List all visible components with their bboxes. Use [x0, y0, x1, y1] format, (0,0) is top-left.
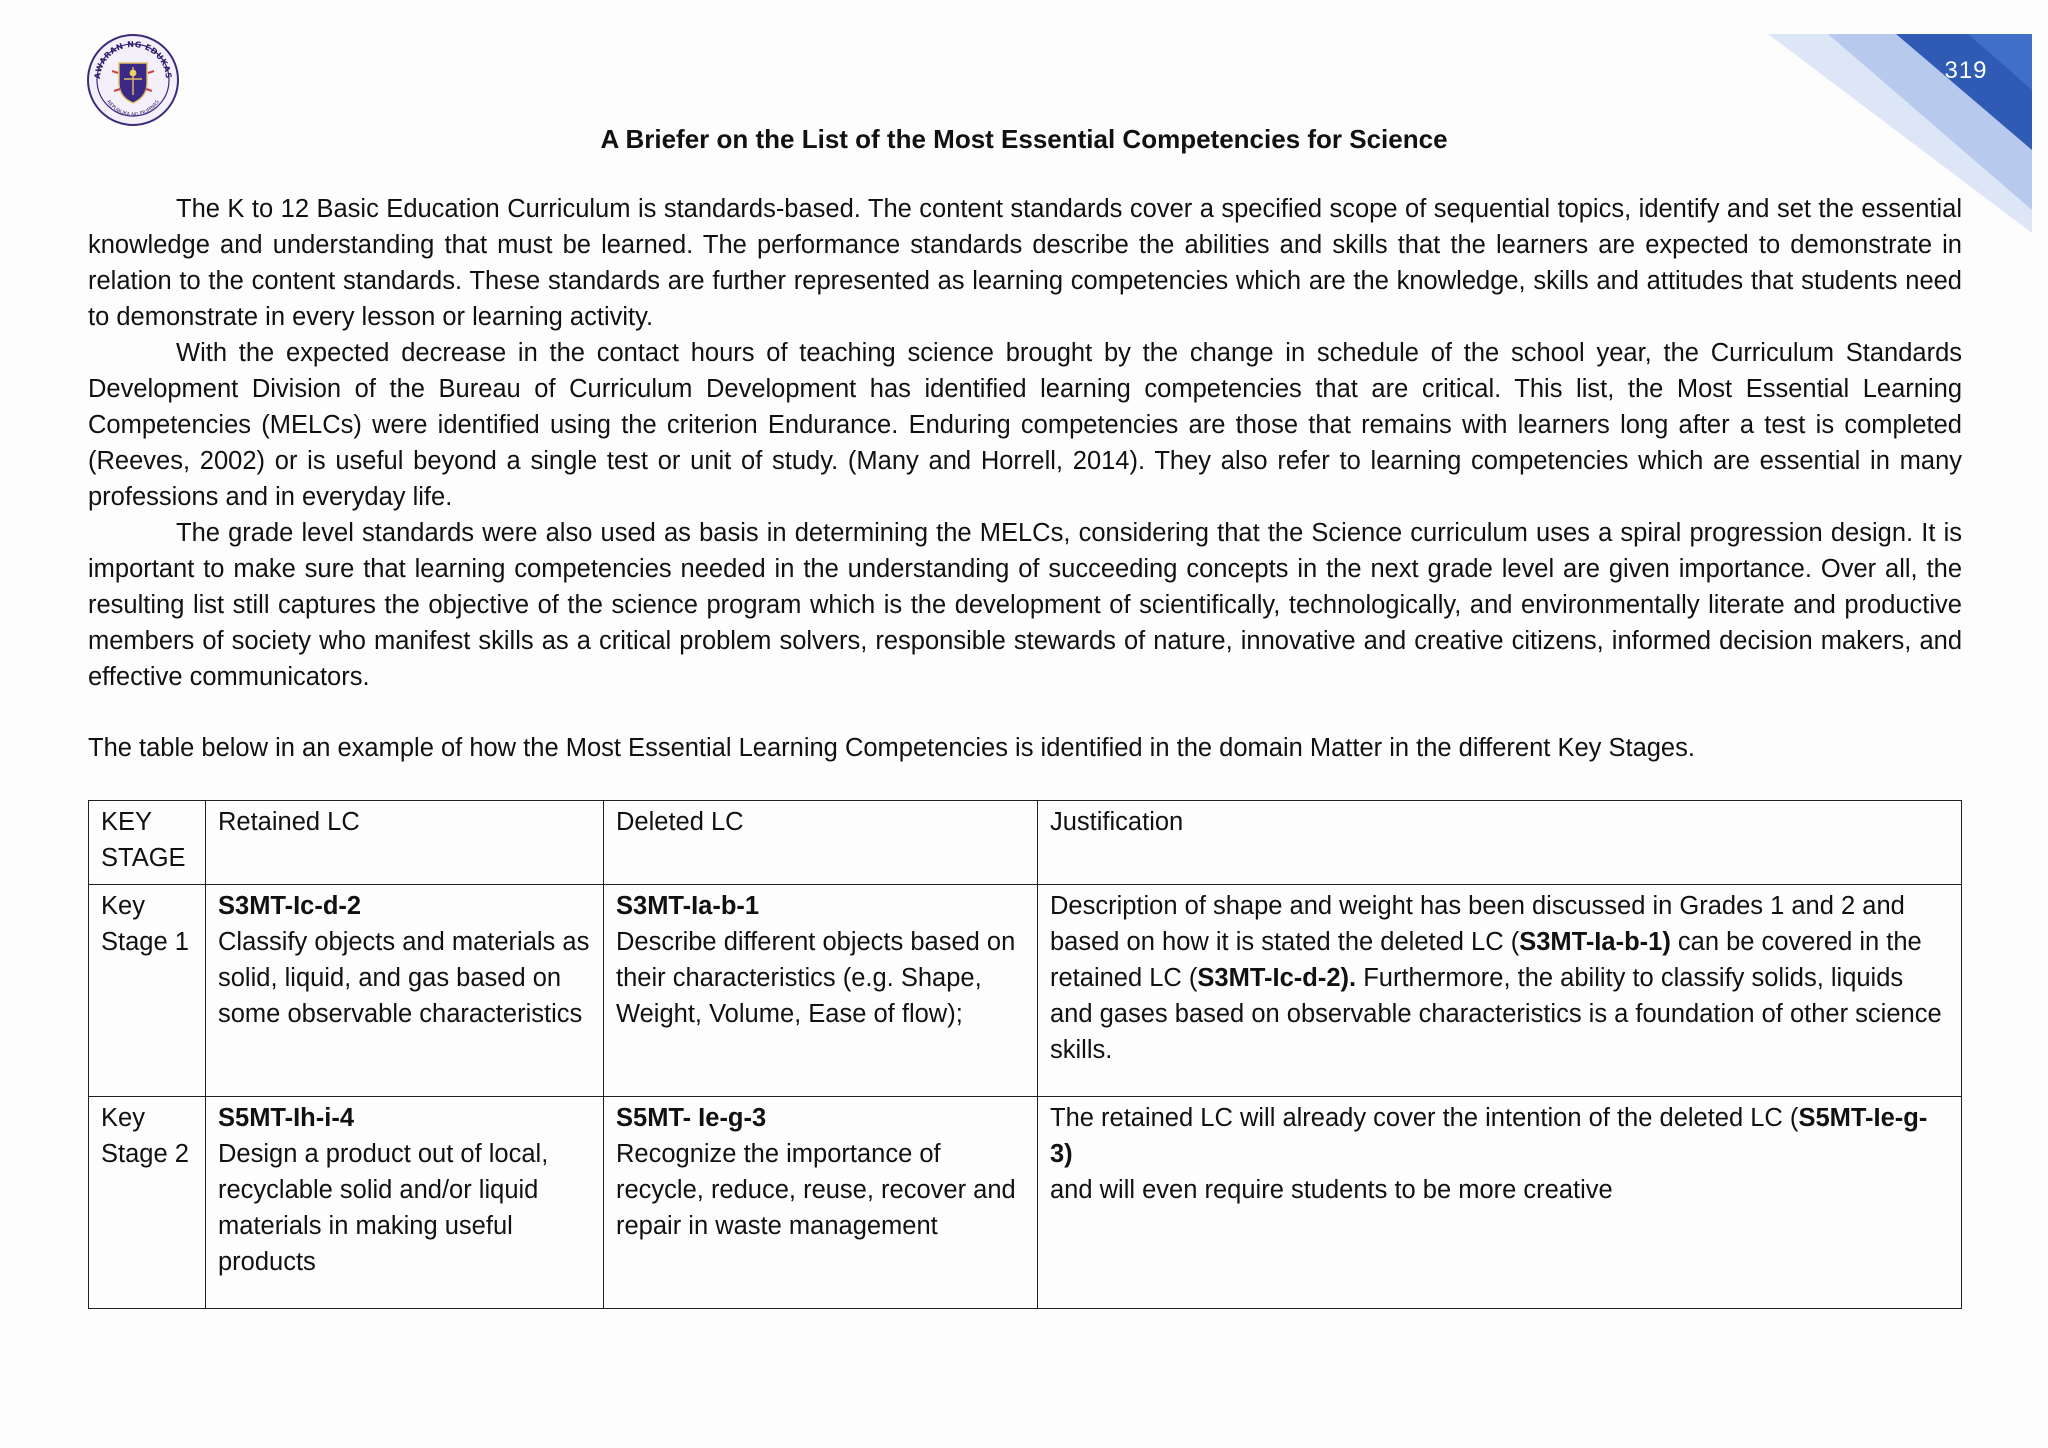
retained-lc-cell — [206, 885, 604, 1097]
paragraph: The grade level standards were also used as basis in determining the MELCs, considering that the Science curriculum uses a spiral progression design. It is important to make sure that learning competencies needed in the understanding of succeeding concepts in the next grade level are given importance. Over all, the resulting list still captures the objective of the science program which is the development of scientifically, technologically, and environmentally literate and productive members of society who manifest skills as a critical problem solvers, responsible stewards of nature, innovative and creative citizens, informed decision makers, and effective communicators. — [88, 519, 1962, 691]
retained-lc-cell — [206, 1097, 604, 1309]
retained-lc-text: Classify objects and materials as solid, liquid, and gas based on some observable characteristics — [218, 928, 590, 1028]
justification-code: S5MT-Ie-g-3) — [1050, 1104, 1928, 1168]
key-stage-cell: Key Stage 2 — [89, 1097, 206, 1309]
page-number: 319 — [1944, 57, 1988, 84]
deleted-lc-text: Describe different objects based on their characteristics (e.g. Shape, Weight, Volume, Ease of flow); — [616, 928, 1016, 1028]
header-justification: Justification — [1038, 801, 1962, 885]
justification-cell — [1038, 1097, 1962, 1309]
table-row — [89, 1097, 1962, 1309]
seal-text-top: AWARAN NG EDUKAS — [92, 39, 174, 80]
justification-code: S3MT-Ia-b-1) — [1519, 928, 1671, 956]
justification-text: Furthermore, the ability to classify solids, liquids and gases based on observable characteristics is a foundation of other science skills. — [1050, 964, 1942, 1064]
table-header-row — [89, 801, 1962, 885]
justification-text: The retained LC will already cover the intention of the deleted LC ( — [1050, 1104, 1799, 1132]
justification-text: can be covered in the retained LC ( — [1050, 928, 1922, 992]
retained-lc-text: Design a product out of local, recyclable solid and/or liquid materials in making useful products — [218, 1140, 549, 1276]
retained-lc-code: S5MT-Ih-i-4 — [218, 1104, 355, 1132]
deleted-lc-cell — [604, 885, 1038, 1097]
deleted-lc-text: Recognize the importance of recycle, reduce, reuse, recover and repair in waste management — [616, 1140, 1016, 1240]
key-stage-cell: Key Stage 1 — [89, 885, 206, 1097]
deleted-lc-cell — [604, 1097, 1038, 1309]
paragraph: The K to 12 Basic Education Curriculum is standards-based. The content standards cover a specified scope of sequential topics, identify and set the essential knowledge and understanding that must be learned. The performance standards describe the abilities and skills that the learners are expected to demonstrate in relation to the content standards. These standards are further represented as learning competencies which are the knowledge, skills and attitudes that students need to demonstrate in every lesson or learning activity. — [88, 195, 1962, 331]
header-key-stage: KEY STAGE — [89, 801, 206, 885]
deleted-lc-code: S3MT-Ia-b-1 — [616, 892, 760, 920]
deleted-lc-code: S5MT- Ie-g-3 — [616, 1104, 767, 1132]
deped-seal-logo — [86, 33, 180, 127]
justification-text: and will even require students to be more creative — [1050, 1176, 1613, 1204]
justification-text: Description of shape and weight has been discussed in Grades 1 and 2 and based on how it is stated the deleted LC ( — [1050, 892, 1905, 956]
table-row — [89, 885, 1962, 1097]
header-retained-lc: Retained LC — [206, 801, 604, 885]
competencies-table — [88, 800, 1962, 1309]
page-title: A Briefer on the List of the Most Essential Competencies for Science — [600, 124, 1448, 154]
body-text — [88, 191, 1962, 695]
table-intro: The table below in an example of how the Most Essential Learning Competencies is identified in the domain Matter in the different Key Stages. — [88, 734, 1695, 762]
header-deleted-lc: Deleted LC — [604, 801, 1038, 885]
seal-text-bottom: REPUBLIKA NG PILIPINAS — [105, 99, 161, 119]
justification-code: S3MT-Ic-d-2). — [1197, 964, 1357, 992]
paragraph: With the expected decrease in the contact hours of teaching science brought by the change in schedule of the school year, the Curriculum Standards Development Division of the Bureau of Curriculum Development has identified learning competencies that are critical. This list, the Most Essential Learning Competencies (MELCs) were identified using the criterion Endurance. Enduring competencies are those that remains with learners long after a test is completed (Reeves, 2002) or is useful beyond a single test or unit of study. (Many and Horrell, 2014). They also refer to learning competencies which are essential in many professions and in everyday life. — [88, 339, 1962, 511]
retained-lc-code: S3MT-Ic-d-2 — [218, 892, 362, 920]
justification-cell — [1038, 885, 1962, 1097]
